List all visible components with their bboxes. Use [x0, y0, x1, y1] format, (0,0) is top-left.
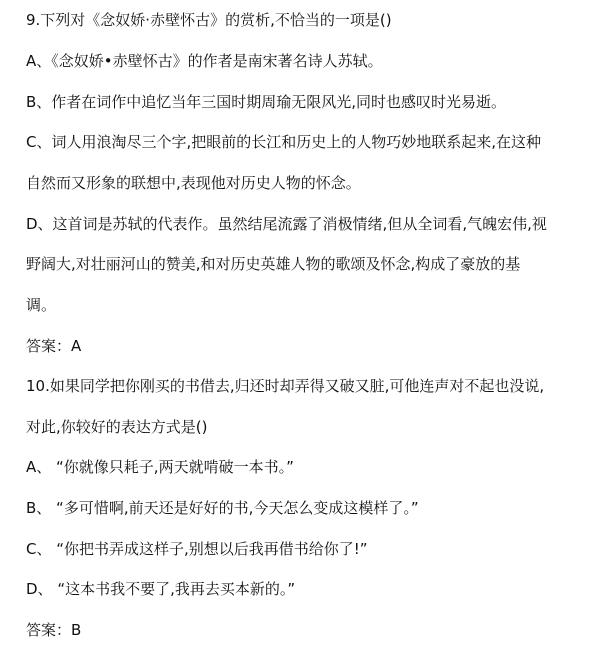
- q9-option-c-line-1: C、词人用浪淘尽三个字,把眼前的长江和历史上的人物巧妙地联系起来,在这种: [26, 133, 542, 151]
- q9-option-d-line-3: 调。: [26, 296, 57, 314]
- q10-stem-line-1: 10.如果同学把你刚买的书借去,归还时却弄得又破又脏,可他连声对不起也没说,: [26, 377, 545, 395]
- q9-stem-line-1: 9.下列对《念奴娇·赤壁怀古》的赏析,不恰当的一项是(): [26, 11, 392, 29]
- q9-option-a: A、《念奴娇•赤壁怀古》的作者是南宋著名诗人苏轼。: [26, 52, 383, 70]
- q9-answer: 答案：A: [26, 337, 82, 355]
- q9-option-d-line-2: 野阔大,对壮丽河山的赞美,和对历史英雄人物的歌颂及怀念,构成了豪放的基: [26, 255, 521, 273]
- q10-option-a: A、 “你就像只耗子,两天就啃破一本书。”: [26, 458, 294, 476]
- q9-option-c-line-2: 自然而又形象的联想中,表现他对历史人物的怀念。: [26, 174, 361, 192]
- q10-option-c: C、 “你把书弄成这样子,别想以后我再借书给你了!”: [26, 540, 368, 558]
- q10-stem-line-2: 对此,你较好的表达方式是(): [26, 418, 208, 436]
- q10-option-d: D、 “这本书我不要了,我再去买本新的。”: [26, 580, 296, 598]
- q10-option-b: B、 “多可惜啊,前天还是好好的书,今天怎么变成这模样了。”: [26, 499, 419, 517]
- q9-option-b: B、作者在词作中追忆当年三国时期周瑜无限风光,同时也感叹时光易逝。: [26, 93, 507, 111]
- q9-option-d-line-1: D、这首词是苏轼的代表作。虽然结尾流露了消极情绪,但从全词看,气魄宏伟,视: [26, 215, 547, 233]
- q10-answer: 答案：B: [26, 621, 82, 639]
